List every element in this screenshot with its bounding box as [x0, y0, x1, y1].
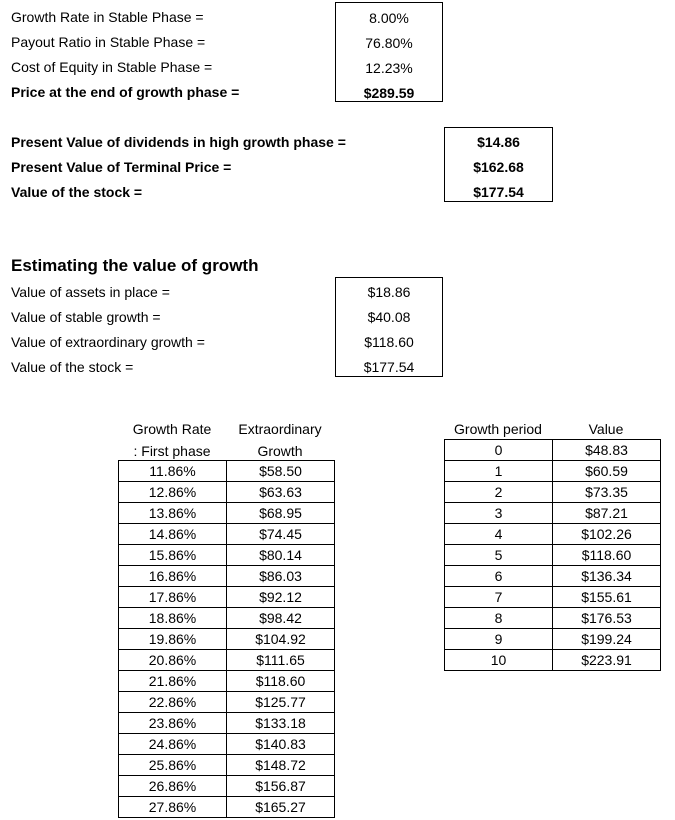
extraordinary-growth-cell: $140.83: [227, 734, 335, 755]
growth-period-cell: 2: [445, 482, 553, 503]
growth-rate-cell: 23.86%: [119, 713, 227, 734]
growth-rate-cell: 27.86%: [119, 797, 227, 818]
stable-growth-rate-label: Growth Rate in Stable Phase =: [11, 9, 204, 25]
growth-rate-header-line1: Growth Rate: [132, 421, 212, 437]
table-row: [445, 566, 661, 587]
value-cell: $48.83: [553, 440, 661, 461]
table-row: [445, 650, 661, 671]
value-header: Value: [588, 421, 624, 437]
table-row: [445, 608, 661, 629]
value-cell: $223.91: [553, 650, 661, 671]
table-row: [445, 545, 661, 566]
table-row: [119, 734, 335, 755]
stable-growth-rate-value: 8.00%: [369, 10, 409, 26]
extraordinary-growth-cell: $58.50: [227, 461, 335, 482]
table-row: [119, 545, 335, 566]
growth-rate-cell: 11.86%: [119, 461, 227, 482]
table-row: [119, 713, 335, 734]
stable-phase-values-box: [335, 2, 443, 102]
growth-rate-cell: 22.86%: [119, 692, 227, 713]
table-row: [119, 629, 335, 650]
growth-stock-value-value: $177.54: [363, 359, 415, 375]
growth-period-cell: 5: [445, 545, 553, 566]
stable-cost-of-equity-label: Cost of Equity in Stable Phase =: [11, 59, 213, 75]
growth-period-cell: 7: [445, 587, 553, 608]
growth-rate-header: [118, 418, 226, 462]
pv-dividends-value: $14.86: [477, 134, 520, 150]
growth-period-cell: 10: [445, 650, 553, 671]
growth-period-cell: 6: [445, 566, 553, 587]
growth-values-box: [335, 277, 443, 377]
pv-terminal-price-value: $162.68: [473, 159, 524, 175]
growth-rate-cell: 12.86%: [119, 482, 227, 503]
table-row: [119, 524, 335, 545]
table-row: [119, 776, 335, 797]
extraordinary-growth-cell: $92.12: [227, 587, 335, 608]
table-row: [445, 461, 661, 482]
value-cell: $73.35: [553, 482, 661, 503]
extraordinary-growth-cell: $148.72: [227, 755, 335, 776]
growth-value-heading: Estimating the value of growth: [11, 256, 259, 275]
growth-rate-cell: 25.86%: [119, 755, 227, 776]
growth-period-header: Growth period: [454, 421, 542, 437]
growth-rate-cell: 14.86%: [119, 524, 227, 545]
growth-rate-cell: 15.86%: [119, 545, 227, 566]
pv-dividends-label: Present Value of dividends in high growth phase =: [11, 134, 346, 150]
extraordinary-growth-cell: $104.92: [227, 629, 335, 650]
table-row: [119, 503, 335, 524]
growth-rate-cell: 26.86%: [119, 776, 227, 797]
table-row: [445, 440, 661, 461]
stable-growth-label: Value of stable growth =: [11, 309, 161, 325]
table-row: [119, 671, 335, 692]
table-row: [445, 482, 661, 503]
value-cell: $155.61: [553, 587, 661, 608]
extraordinary-growth-cell: $80.14: [227, 545, 335, 566]
table-row: [119, 461, 335, 482]
growth-rate-cell: 19.86%: [119, 629, 227, 650]
stock-value-value: $177.54: [473, 184, 524, 200]
extraordinary-growth-cell: $156.87: [227, 776, 335, 797]
extraordinary-growth-cell: $98.42: [227, 608, 335, 629]
value-cell: $199.24: [553, 629, 661, 650]
stock-value-label: Value of the stock =: [11, 184, 143, 200]
valuation-values-box: [444, 127, 553, 202]
terminal-price-label: Price at the end of growth phase =: [11, 84, 240, 100]
value-cell: $176.53: [553, 608, 661, 629]
growth-rate-cell: 13.86%: [119, 503, 227, 524]
growth-period-cell: 3: [445, 503, 553, 524]
growth-rate-cell: 17.86%: [119, 587, 227, 608]
stable-cost-of-equity-value: 12.23%: [365, 60, 413, 76]
growth-rate-header-line2: : First phase: [133, 443, 211, 459]
extraordinary-growth-header-line2: Growth: [257, 443, 303, 459]
growth-rate-cell: 20.86%: [119, 650, 227, 671]
period-table: [444, 439, 661, 671]
table-row: [119, 755, 335, 776]
table-row: [119, 650, 335, 671]
extraordinary-growth-cell: $118.60: [227, 671, 335, 692]
table-row: [119, 587, 335, 608]
growth-period-cell: 1: [445, 461, 553, 482]
extraordinary-growth-cell: $68.95: [227, 503, 335, 524]
extraordinary-growth-cell: $165.27: [227, 797, 335, 818]
growth-rate-cell: 16.86%: [119, 566, 227, 587]
stable-payout-ratio-value: 76.80%: [365, 35, 413, 51]
assets-in-place-label: Value of assets in place =: [11, 284, 170, 300]
extraordinary-growth-label: Value of extraordinary growth =: [11, 334, 205, 350]
value-cell: $118.60: [553, 545, 661, 566]
extraordinary-growth-cell: $74.45: [227, 524, 335, 545]
value-cell: $60.59: [553, 461, 661, 482]
extraordinary-growth-cell: $111.65: [227, 650, 335, 671]
growth-period-cell: 0: [445, 440, 553, 461]
table-row: [119, 608, 335, 629]
table-row: [445, 629, 661, 650]
extraordinary-growth-cell: $86.03: [227, 566, 335, 587]
terminal-price-value: $289.59: [363, 85, 415, 101]
value-cell: $136.34: [553, 566, 661, 587]
value-cell: $87.21: [553, 503, 661, 524]
extraordinary-growth-header-line1: Extraordinary: [238, 421, 322, 437]
extraordinary-growth-cell: $133.18: [227, 713, 335, 734]
table-row: [119, 566, 335, 587]
value-cell: $102.26: [553, 524, 661, 545]
growth-rate-cell: 18.86%: [119, 608, 227, 629]
growth-rate-cell: 24.86%: [119, 734, 227, 755]
stable-payout-ratio-label: Payout Ratio in Stable Phase =: [11, 34, 206, 50]
growth-stock-value-label: Value of the stock =: [11, 359, 134, 375]
table-row: [119, 797, 335, 818]
growth-period-cell: 4: [445, 524, 553, 545]
table-row: [445, 524, 661, 545]
growth-period-cell: 9: [445, 629, 553, 650]
table-row: [119, 482, 335, 503]
assets-in-place-value: $18.86: [367, 284, 411, 300]
table-row: [445, 503, 661, 524]
extraordinary-growth-value: $118.60: [364, 334, 414, 350]
table-row: [445, 587, 661, 608]
table-row: [119, 692, 335, 713]
extraordinary-growth-cell: $125.77: [227, 692, 335, 713]
pv-terminal-price-label: Present Value of Terminal Price =: [11, 159, 232, 175]
extraordinary-growth-header: [226, 418, 334, 462]
growth-period-cell: 8: [445, 608, 553, 629]
growth-rate-cell: 21.86%: [119, 671, 227, 692]
extraordinary-growth-cell: $63.63: [227, 482, 335, 503]
sensitivity-table: [118, 460, 335, 818]
stable-growth-value: $40.08: [367, 309, 411, 325]
